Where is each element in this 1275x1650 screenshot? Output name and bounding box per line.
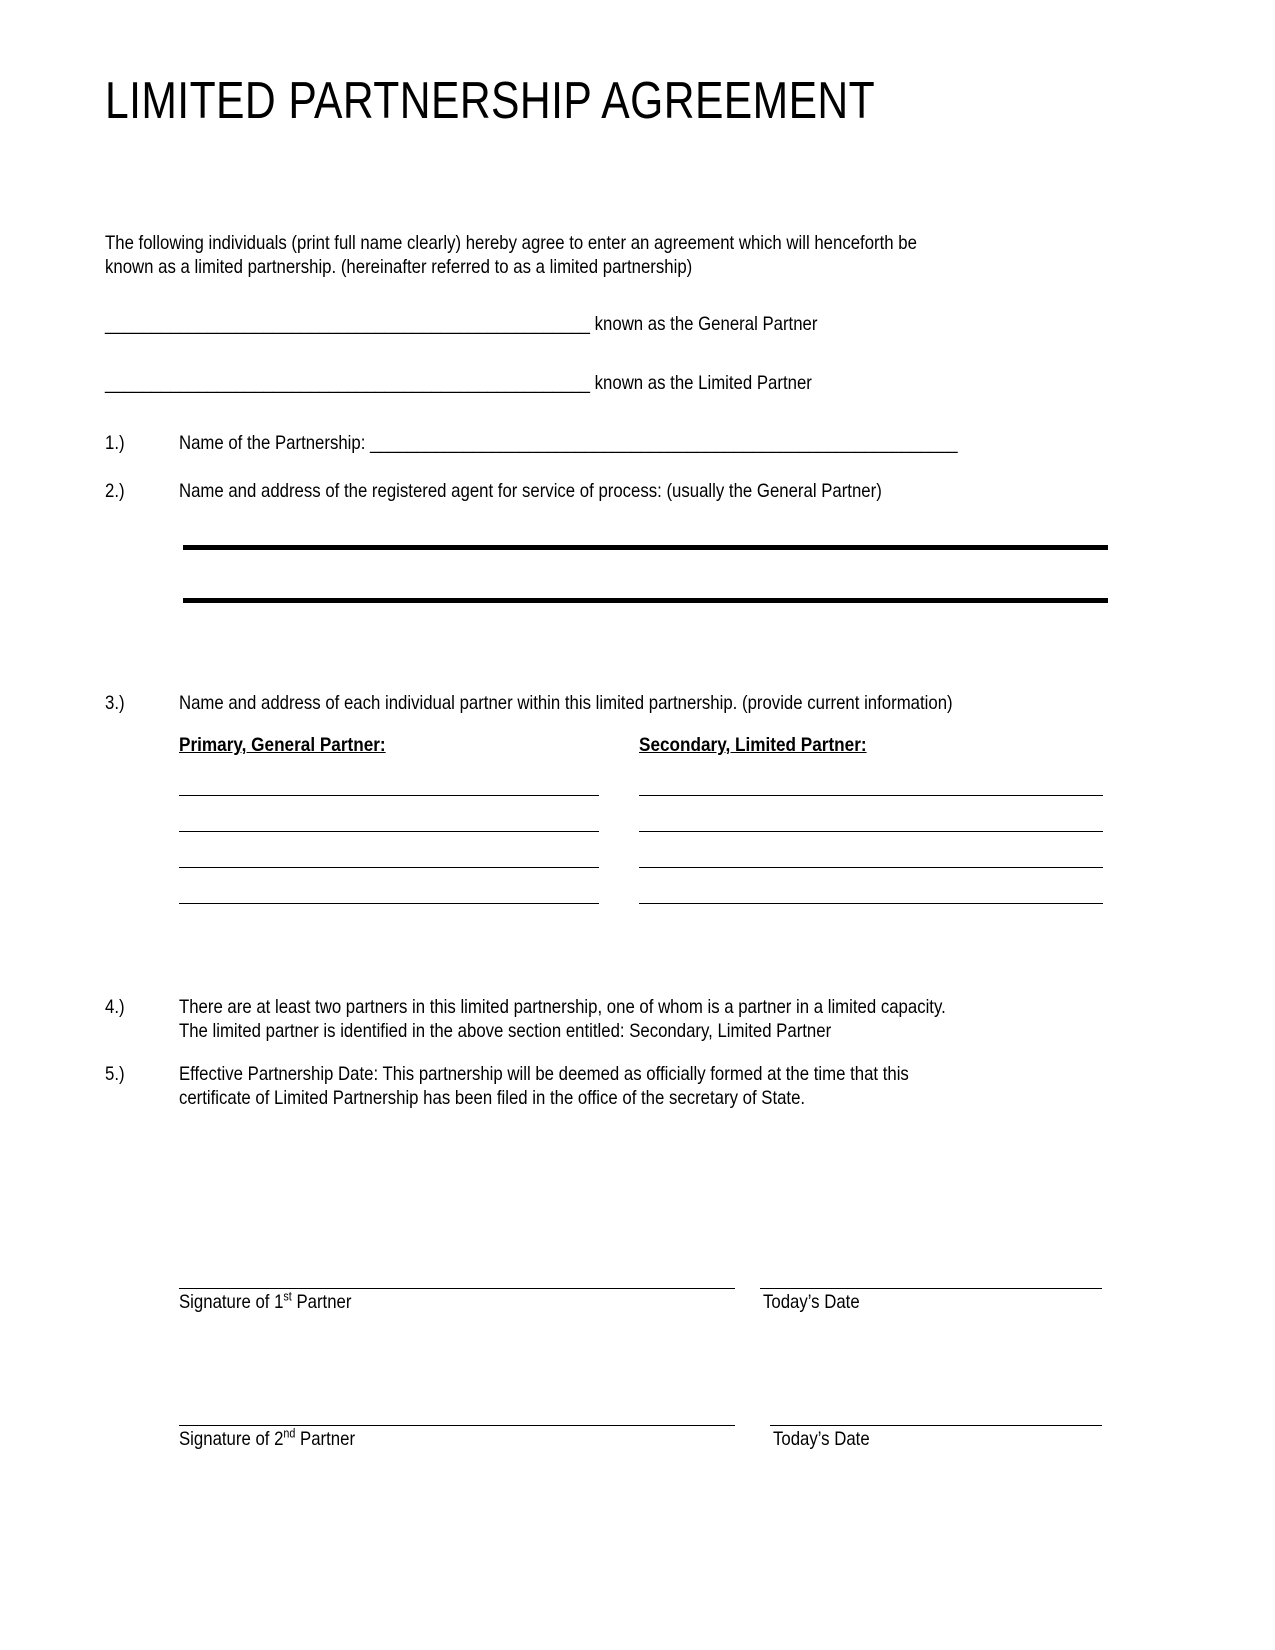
limited-partner-label: known as the Limited Partner bbox=[589, 372, 812, 394]
item-4-line-2: The limited partner is identified in the above section entitled: Secondary, Limited Partner bbox=[178, 1019, 832, 1042]
list-item-5 bbox=[105, 1063, 1154, 1110]
signature-1-ordinal: st bbox=[283, 1289, 292, 1304]
date-2-label: Today’s Date bbox=[773, 1428, 870, 1450]
primary-partner-blank-3[interactable] bbox=[179, 867, 599, 868]
signature-1-label bbox=[179, 1291, 351, 1313]
item-5-line-2: certificate of Limited Partnership has been filed in the office of the secretary of State. bbox=[178, 1086, 806, 1109]
item-5-line-1: Effective Partnership Date: This partnership will be deemed as officially formed at the time that this bbox=[178, 1063, 909, 1085]
item-2-line-1: Name and address of the registered agent for service of process: (usually the General Partner) bbox=[178, 480, 882, 502]
secondary-partner-blank-3[interactable] bbox=[639, 867, 1103, 868]
signature-2-prefix: Signature of 2 bbox=[179, 1428, 284, 1450]
item-4-text bbox=[179, 996, 1154, 1043]
item-1-number: 1.) bbox=[105, 432, 125, 454]
item-3-number: 3.) bbox=[105, 692, 125, 714]
signature-1-prefix: Signature of 1 bbox=[179, 1291, 284, 1313]
signature-2-ordinal: nd bbox=[283, 1426, 296, 1441]
primary-partner-blank-4[interactable] bbox=[179, 903, 599, 904]
item-1-line-1[interactable]: Name of the Partnership: _______________________________________________________________ bbox=[178, 432, 958, 454]
item-4-line-1: There are at least two partners in this limited partnership, one of whom is a partner in a limited capacity. bbox=[178, 996, 946, 1018]
date-1-line[interactable] bbox=[760, 1288, 1102, 1289]
signature-2-line[interactable] bbox=[179, 1425, 735, 1426]
limited-partner-row bbox=[105, 372, 812, 395]
general-partner-blank[interactable]: ____________________________________________________ bbox=[105, 313, 590, 335]
primary-partner-blank-1[interactable] bbox=[179, 795, 599, 796]
date-2-line[interactable] bbox=[770, 1425, 1102, 1426]
item-3-line-1: Name and address of each individual partner within this limited partnership. (provide current information) bbox=[178, 692, 953, 714]
address-rule-2[interactable] bbox=[183, 598, 1108, 603]
limited-partner-blank[interactable]: ____________________________________________________ bbox=[105, 372, 590, 394]
signature-1-suffix: Partner bbox=[291, 1291, 352, 1313]
item-4-number: 4.) bbox=[105, 996, 125, 1018]
item-3-text bbox=[179, 692, 1154, 716]
signature-2-label bbox=[179, 1428, 355, 1450]
general-partner-row bbox=[105, 313, 817, 336]
list-item-1 bbox=[105, 432, 1137, 456]
secondary-partner-blank-4[interactable] bbox=[639, 903, 1103, 904]
item-5-text bbox=[179, 1063, 1154, 1110]
item-2-text bbox=[179, 480, 1137, 504]
primary-partner-blank-2[interactable] bbox=[179, 831, 599, 832]
secondary-limited-partner-heading: Secondary, Limited Partner: bbox=[639, 734, 867, 756]
list-item-3 bbox=[105, 692, 1154, 716]
list-item-2 bbox=[105, 480, 1137, 504]
item-5-number: 5.) bbox=[105, 1063, 125, 1085]
general-partner-label: known as the General Partner bbox=[589, 313, 818, 335]
intro-line-1: The following individuals (print full name clearly) hereby agree to enter an agreement which will henceforth be bbox=[105, 232, 917, 254]
signature-1-line[interactable] bbox=[179, 1288, 735, 1289]
page-title: LIMITED PARTNERSHIP AGREEMENT bbox=[105, 72, 876, 130]
address-rule-1[interactable] bbox=[183, 545, 1108, 550]
signature-2-suffix: Partner bbox=[295, 1428, 356, 1450]
secondary-partner-blank-1[interactable] bbox=[639, 795, 1103, 796]
intro-paragraph bbox=[105, 232, 1103, 279]
item-2-number: 2.) bbox=[105, 480, 125, 502]
list-item-4 bbox=[105, 996, 1154, 1043]
date-1-label: Today’s Date bbox=[763, 1291, 860, 1313]
primary-general-partner-heading: Primary, General Partner: bbox=[179, 734, 386, 756]
secondary-partner-blank-2[interactable] bbox=[639, 831, 1103, 832]
item-1-text bbox=[179, 432, 1137, 456]
intro-line-2: known as a limited partnership. (hereinafter referred to as a limited partnership) bbox=[105, 255, 693, 278]
